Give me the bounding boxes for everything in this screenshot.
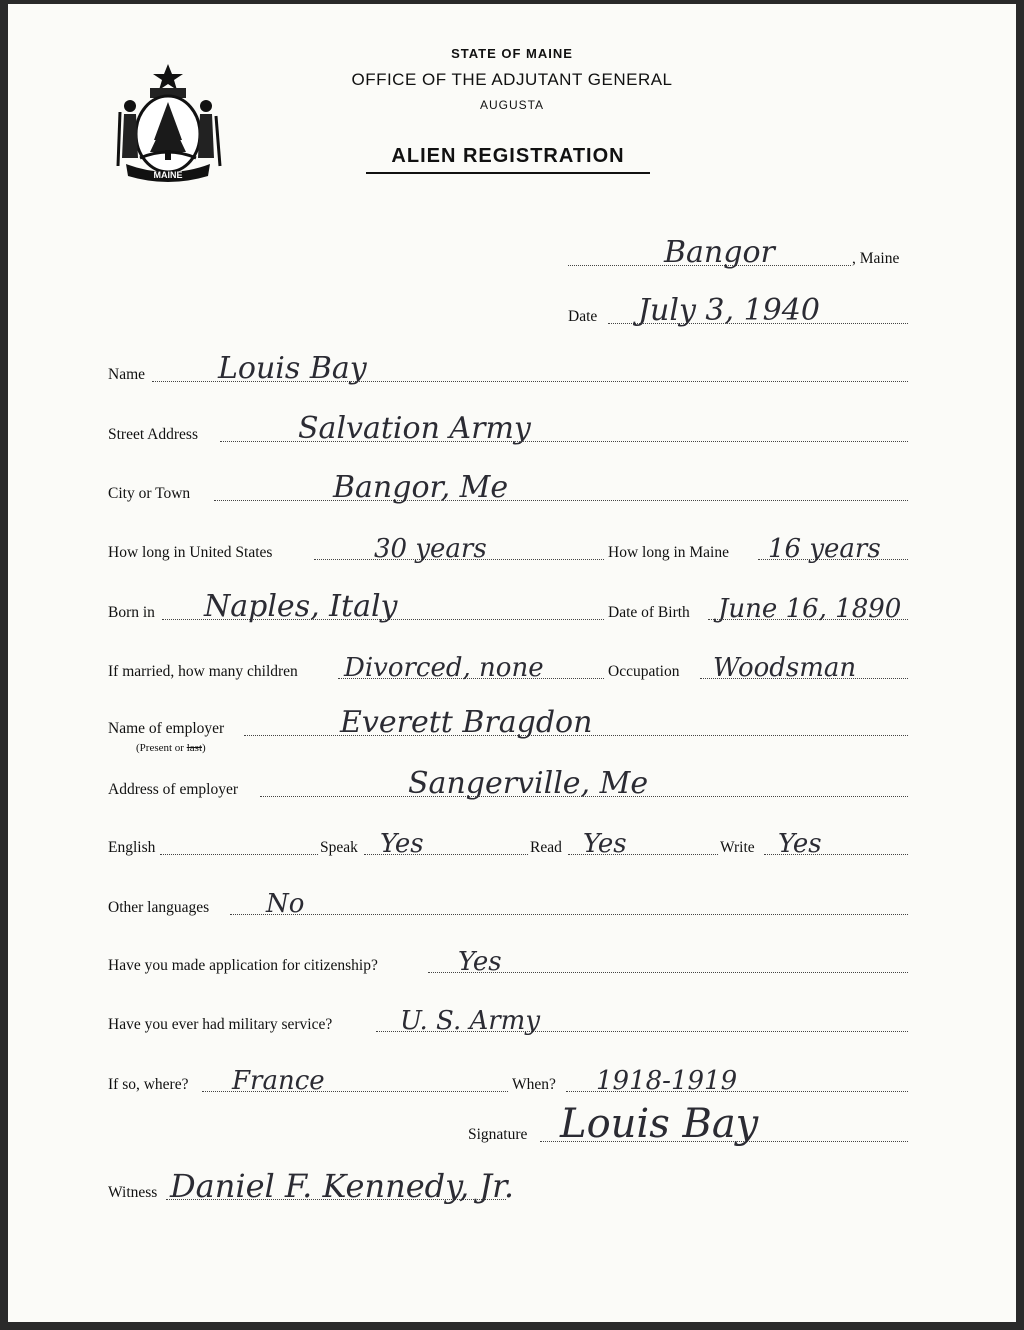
- occupation-label: Occupation: [608, 663, 680, 680]
- citizenship-label: Have you made application for citizenship?: [108, 957, 378, 974]
- military-label: Have you ever had military service?: [108, 1016, 333, 1033]
- other-languages-label: Other languages: [108, 899, 210, 916]
- write-label: Write: [720, 839, 755, 856]
- where-label: If so, where?: [108, 1076, 189, 1093]
- place-suffix-label: , Maine: [852, 250, 900, 267]
- other-languages-row: [108, 889, 908, 921]
- employer-label: Name of employer: [108, 720, 225, 737]
- employer-sublabel: (Present or last): [136, 742, 206, 754]
- us-duration-label: How long in United States: [108, 544, 273, 561]
- form-title: ALIEN REGISTRATION: [366, 145, 650, 174]
- witness-value: Daniel F. Kennedy, Jr.: [170, 1167, 515, 1205]
- military-value: U. S. Army: [400, 1006, 541, 1036]
- birth-row: [108, 589, 908, 626]
- maine-duration-value: 16 years: [768, 534, 881, 564]
- name-row: [108, 351, 908, 388]
- employer-value: Everett Bragdon: [340, 705, 593, 740]
- where-value: France: [232, 1066, 325, 1096]
- street-value: Salvation Army: [298, 411, 531, 446]
- citizenship-value: Yes: [458, 947, 502, 977]
- speak-label: Speak: [320, 839, 358, 856]
- where-when-row: [108, 1066, 908, 1098]
- born-in-label: Born in: [108, 604, 155, 621]
- witness-row: [108, 1167, 528, 1206]
- born-in-value: Naples, Italy: [204, 589, 398, 624]
- state-heading: STATE OF MAINE: [451, 46, 573, 61]
- witness-label: Witness: [108, 1184, 158, 1201]
- occupation-value: Woodsman: [713, 653, 857, 683]
- city-value: Bangor, Me: [333, 470, 509, 505]
- write-value: Yes: [778, 829, 822, 859]
- street-label: Street Address: [108, 426, 198, 443]
- seal-banner-text: MAINE: [153, 170, 183, 180]
- city-row: [108, 470, 908, 507]
- date-value: July 3, 1940: [638, 293, 820, 328]
- english-label: English: [108, 839, 156, 856]
- name-value: Louis Bay: [218, 351, 367, 386]
- dob-value: June 16, 1890: [718, 594, 902, 624]
- when-value: 1918-1919: [596, 1066, 738, 1096]
- other-languages-value: No: [266, 889, 305, 919]
- signature-row: [468, 1101, 908, 1148]
- us-duration-value: 30 years: [374, 534, 487, 564]
- city-label: City or Town: [108, 485, 191, 502]
- when-label: When?: [512, 1076, 556, 1093]
- registration-form-page: [8, 4, 1016, 1322]
- citizenship-row: [108, 947, 908, 979]
- family-row: [108, 653, 908, 685]
- signature-value: Louis Bay: [560, 1101, 759, 1147]
- children-value: Divorced, none: [344, 653, 544, 683]
- name-label: Name: [108, 366, 146, 383]
- children-label: If married, how many children: [108, 663, 298, 680]
- employer-address-row: [108, 766, 908, 803]
- city-heading: AUGUSTA: [479, 98, 545, 112]
- place-row: [568, 235, 908, 272]
- date-label: Date: [568, 308, 598, 325]
- residence-row: [108, 534, 908, 566]
- employer-address-value: Sangerville, Me: [408, 766, 649, 801]
- office-heading: OFFICE OF THE ADJUTANT GENERAL: [351, 70, 673, 89]
- employer-address-label: Address of employer: [108, 781, 238, 798]
- read-value: Yes: [583, 829, 627, 859]
- date-row: [568, 293, 908, 330]
- place-value: Bangor: [664, 235, 775, 270]
- signature-label: Signature: [468, 1126, 528, 1143]
- maine-duration-label: How long in Maine: [608, 544, 729, 561]
- english-row: [108, 829, 908, 861]
- street-row: [108, 411, 908, 448]
- military-row: [108, 1006, 908, 1038]
- speak-value: Yes: [380, 829, 424, 859]
- dob-label: Date of Birth: [608, 604, 690, 621]
- employer-row: [108, 705, 908, 754]
- read-label: Read: [530, 839, 562, 856]
